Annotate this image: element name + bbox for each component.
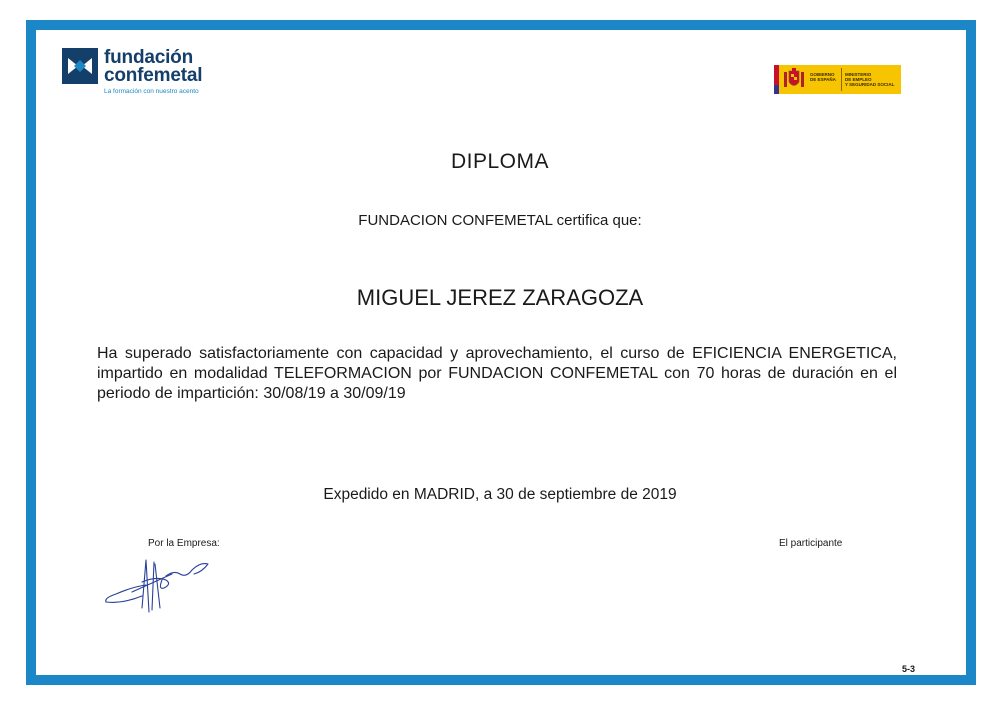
coat-of-arms-icon	[783, 68, 805, 91]
fundacion-confemetal-logo	[62, 48, 222, 100]
course-description: Ha superado satisfactoriamente con capacidad y aprovechamiento, el curso de EFICIENCIA ENERGETICA, impartido en modalidad TELEFORMACION por FUNDACION CONFEMETAL con 70 horas de duración en el periodo de impartición: 30/08/19 a 30/09/19	[97, 345, 897, 402]
ministerio-empleo-logo	[774, 65, 901, 94]
page-code: 5-3	[902, 664, 916, 674]
ministerio-label: MINISTERIO DE EMPLEO Y SEGURIDAD SOCIAL	[845, 72, 895, 87]
recipient-name: MIGUEL JEREZ ZARAGOZA	[356, 285, 644, 310]
handwritten-signature	[102, 552, 214, 622]
company-signature-label: Por la Empresa:	[148, 538, 220, 549]
logo-text-confemetal: confemetal	[104, 65, 203, 86]
gobierno-label: GOBIERNO DE ESPAÑA	[810, 72, 836, 82]
confemetal-logo-icon	[62, 48, 98, 84]
certifica-line: FUNDACION CONFEMETAL certifica que:	[358, 212, 642, 229]
participant-signature-label: El participante	[779, 538, 843, 549]
issue-place-date: Expedido en MADRID, a 30 de septiembre de 2019	[323, 486, 677, 503]
logo-text-fundacion: fundación	[104, 47, 193, 68]
logo-tagline: La formación con nuestro acento	[104, 88, 199, 95]
diploma-title: DIPLOMA	[450, 150, 550, 173]
